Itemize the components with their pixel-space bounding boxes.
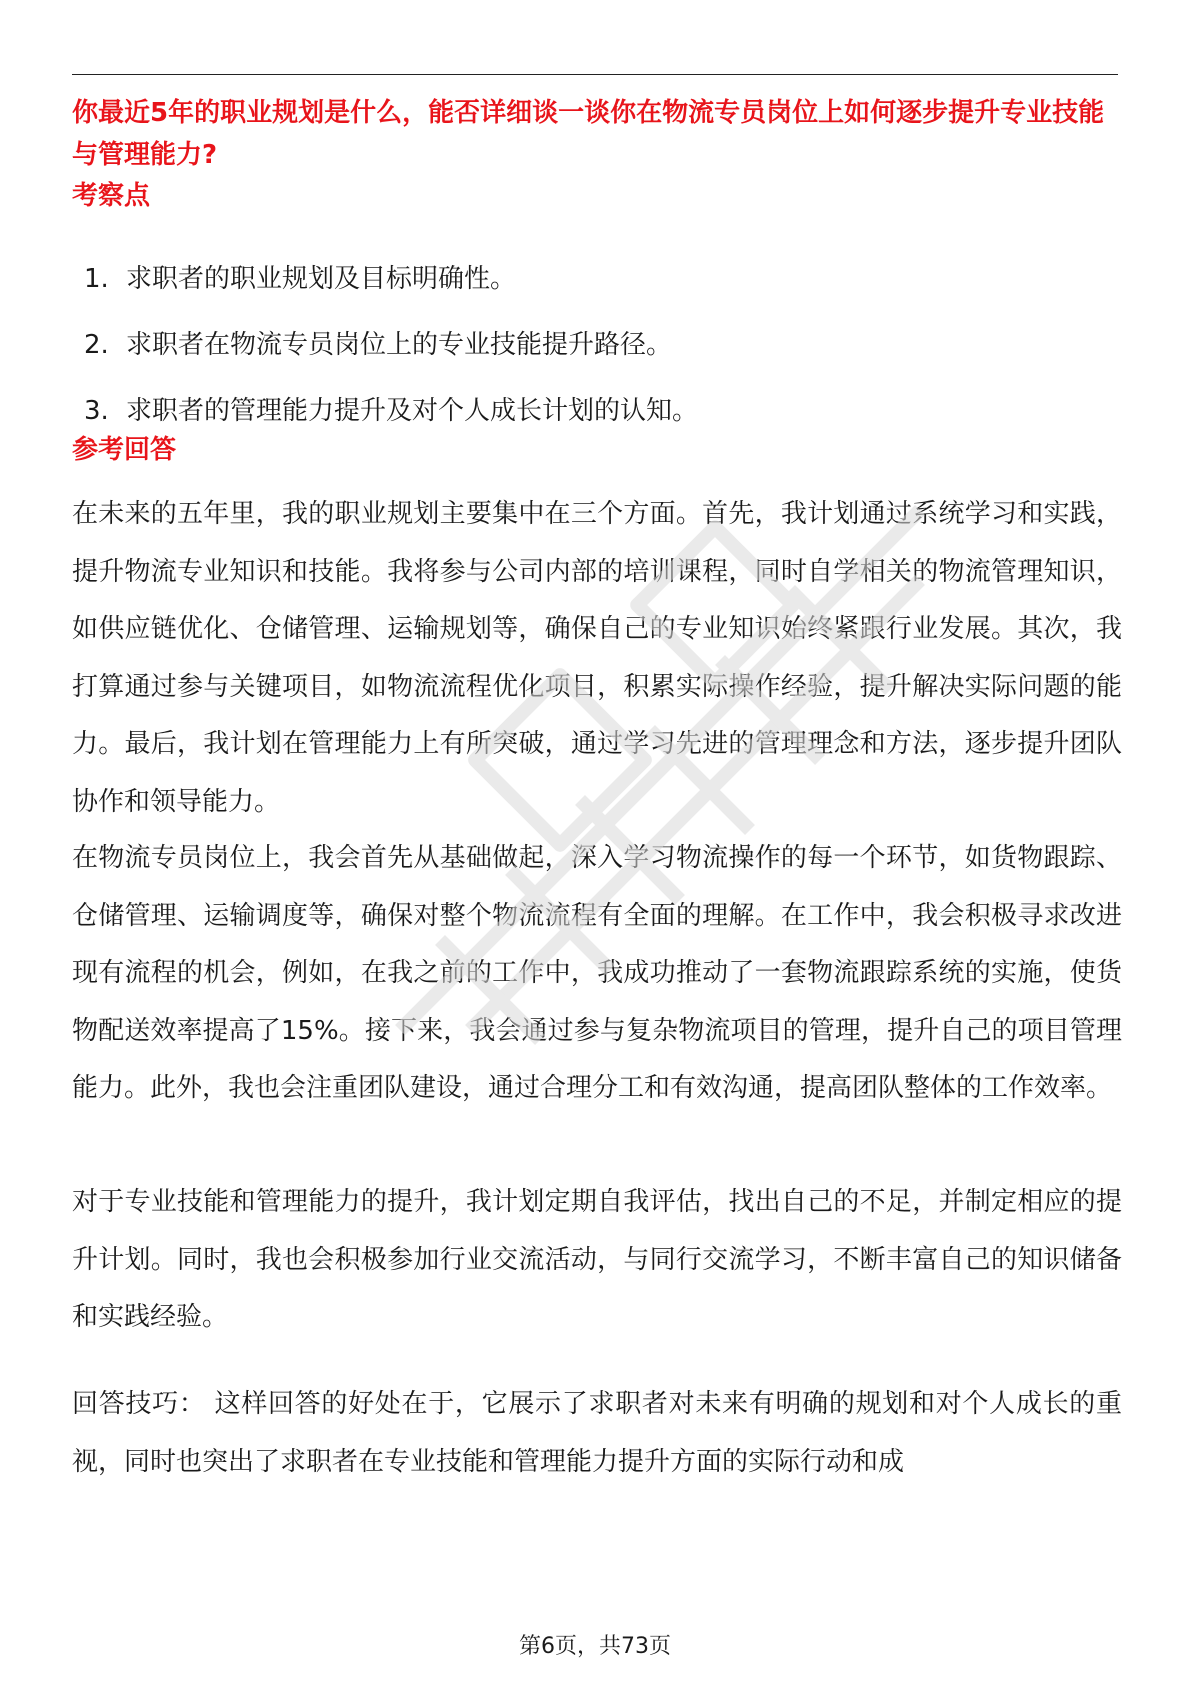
focus-point (84, 394, 1084, 460)
focus-point (84, 262, 1084, 328)
focus-point-text: 求职者在物流专员岗位上的专业技能提升路径。 (126, 330, 673, 360)
question-heading: 你最近5年的职业规划是什么，能否详细谈一谈你在物流专员岗位上如何逐步提升专业技能与管理能力? (72, 98, 1105, 170)
answer-paragraph: 在物流专员岗位上，我会首先从基础做起，深入学习物流操作的每一个环节，如货物跟踪、仓储管理、运输调度等，确保对整个物流流程有全面的理解。在工作中，我会积极寻求改进现有流程的机会，例如，在我之前的工作中，我成功推动了一套物流跟踪系统的实施，使货物配送效率提高了15%。接下来，我会通过参与复杂物流项目的管理，提升自己的项目管理能力。此外，我也会注重团队建设，通过合理分工和有效沟通，提高团队整体的工作效率。 (72, 843, 1122, 1103)
focus-point-text: 求职者的管理能力提升及对个人成长计划的认知。 (126, 396, 699, 426)
answer-section-title: 参考回答 (72, 435, 177, 465)
focus-section-title: 考察点 (72, 181, 151, 211)
top-divider (72, 74, 1118, 75)
focus-point (84, 328, 1084, 394)
answer-paragraph: 在未来的五年里，我的职业规划主要集中在三个方面。首先，我计划通过系统学习和实践，提升物流专业知识和技能。我将参与公司内部的培训课程，同时自学相关的物流管理知识，如供应链优化、仓储管理、运输规划等，确保自己的专业知识始终紧跟行业发展。其次，我打算通过参与关键项目，如物流流程优化项目，积累实际操作经验，提升解决实际问题的能力。最后，我计划在管理能力上有所突破，通过学习先进的管理理念和方法，逐步提升团队协作和领导能力。 (72, 499, 1122, 817)
focus-points-list (84, 262, 1084, 460)
page-footer: 第6页，共73页 (519, 1634, 671, 1659)
focus-point-number: 1. (84, 264, 109, 294)
answer-paragraph: 对于专业技能和管理能力的提升，我计划定期自我评估，找出自己的不足，并制定相应的提升计划。同时，我也会积极参加行业交流活动，与同行交流学习，不断丰富自己的知识储备和实践经验。 (72, 1187, 1122, 1332)
focus-point-number: 3. (84, 396, 109, 426)
focus-point-number: 2. (84, 330, 109, 360)
focus-point-text: 求职者的职业规划及目标明确性。 (126, 264, 517, 294)
answer-tip-paragraph: 回答技巧： 这样回答的好处在于，它展示了求职者对未来有明确的规划和对个人成长的重视，同时也突出了求职者在专业技能和管理能力提升方面的实际行动和成 (72, 1389, 1122, 1477)
